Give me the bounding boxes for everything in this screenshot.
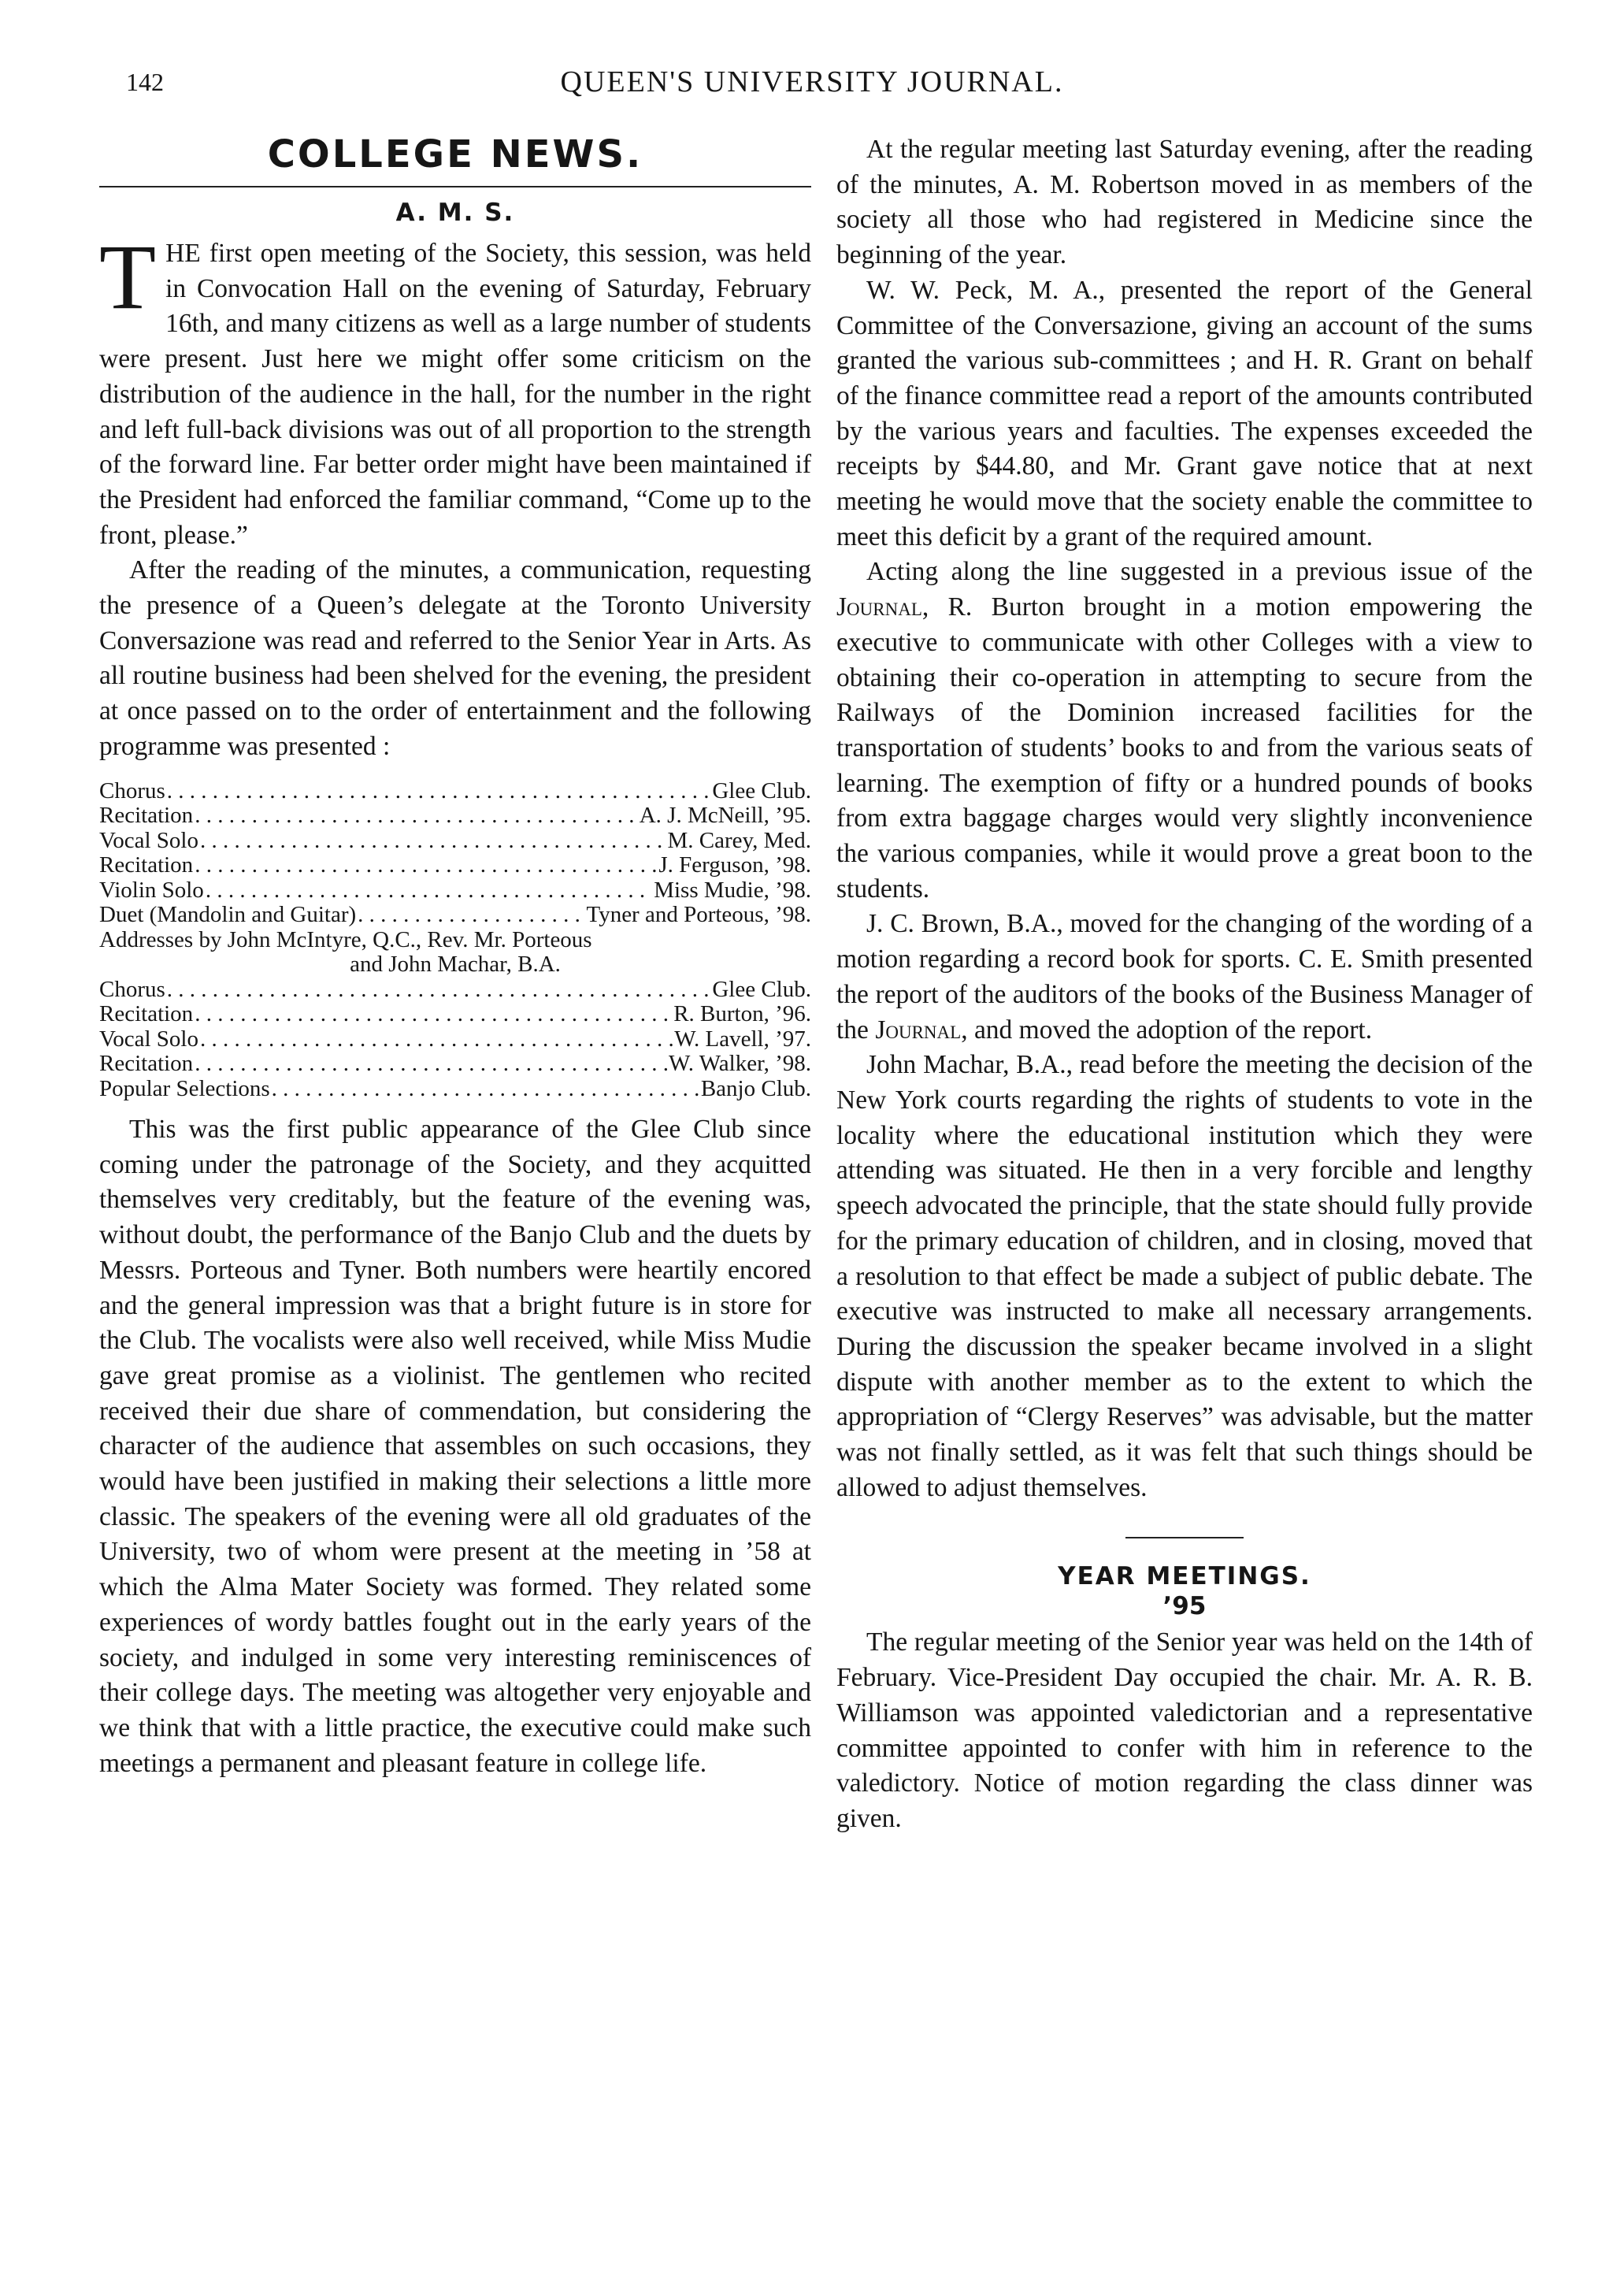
left-column: [99, 132, 811, 1781]
programme-addresses-cont: and John Machar, B.A.: [350, 952, 561, 978]
programme-performer: Banjo Club.: [700, 1076, 811, 1101]
paragraph: After the reading of the minutes, a communication, requesting the presence of a Queen’s delegate at the Toronto University Conversazione was read and referred to the Senior Year in Arts. As all routine business had been shelved for the evening, the president at once passed on to the order of entertainment and the following programme was presented :: [99, 555, 811, 761]
running-title: QUEEN'S UNIVERSITY JOURNAL.: [560, 65, 1064, 98]
programme-row: [99, 978, 811, 1003]
programme-performer: Miss Mudie, ’98.: [654, 878, 811, 903]
programme-performer: Tyner and Porteous, ’98.: [586, 903, 811, 928]
programme-item: Recitation: [99, 853, 194, 878]
programme-row: [99, 878, 811, 904]
drop-cap: T: [99, 225, 157, 328]
programme-item: Chorus: [99, 778, 165, 803]
paragraph: John Machar, B.A., read before the meeting the decision of the New York courts regarding the rights of students to vote in the locality where the educational institution which they were attending was situated. He then in a very forcible and lengthy speech advocated the principle, that the state should fully provide for the primary education of children, and in closing, moved that a resolution to that effect be made a subject of public debate. The executive was instructed to make all necessary arrangements. During the discussion the speaker became involved in a slight dispute with another member as to the extent to which the appropriation of “Clergy Reserves” was advisable, but the matter was not finally settled, as it was felt that such things should be allowed to adjust themselves.: [836, 1050, 1533, 1502]
year-subheading: ’95: [1162, 1592, 1207, 1621]
programme-performer: M. Carey, Med.: [667, 828, 811, 853]
title-rule: [99, 186, 811, 187]
leader-dots: [167, 779, 711, 804]
programme-row: [99, 1027, 811, 1052]
paragraph: The regular meeting of the Senior year was held on the 14th of February. Vice-President Day occupied the chair. Mr. A. R. B. Williamson was appointed valedictorian and a representative committee appointed to confer with him in reference to the valedictory. Notice of motion regarding the class dinner was given.: [836, 1627, 1533, 1833]
programme-row: [99, 853, 811, 878]
programme-list: [99, 779, 811, 1102]
programme-item: Violin Solo: [99, 878, 204, 903]
paragraph: W. W. Peck, M. A., presented the report of the General Committee of the Conversazione, giving an account of the sums granted the various sub-committees ; and H. R. Grant on behalf of the finance committee read a report of the amounts contributed by the various years and faculties. The expenses exceeded the receipts by $44.80, and Mr. Grant gave notice that at next meeting he would move that the society enable the committee to meet this deficit by a grant of the required amount.: [836, 275, 1533, 551]
leader-dots: [195, 803, 638, 829]
paragraph: This was the first public appearance of the Glee Club since coming under the patronage of the Society, and they acquitted themselves very creditably, but the feature of the evening was, without doubt, the performance of the Banjo Club and the duets by Messrs. Porteous and Tyner. Both numbers were heartily encored and the general impression was that a bright future is in store for the Club. The vocalists were also well received, while Miss Mudie gave great promise as a violinist. The gentlemen who recited received their due share of commendation, but considering the character of the audience that assembles on such occasions, they would have been justified in making their selections a little more classic. The speakers of the evening were all old graduates of the University, two of whom were present at the meeting in ’58 at which the Alma Mater Society was formed. They related some experiences of wordy battles fought out in the early years of the society, and indulged in some very interesting reminiscences of their college days. The meeting was altogether very enjoyable and we think that with a little practice, the executive could make such meetings a permanent and pleasant feature in college life.: [99, 1115, 811, 1778]
programme-addresses: Addresses by John McIntyre, Q.C., Rev. Mr. Porteous: [99, 926, 592, 952]
programme-performer: Glee Club.: [712, 977, 811, 1002]
programme-row: [99, 1052, 811, 1077]
paragraph-text: HE first open meeting of the Society, this session, was held in Convocation Hall on the evening of Saturday, February 16th, and many citizens as well as a large number of students were present. Just here we might offer some criticism on the distribution of the audience in the hall, for the number in the right and left full-back divisions was out of all proportion to the strength of the forward line. Far better order might have been maintained if the President had enforced the familiar command, “Come up to the front, please.”: [99, 239, 812, 550]
paragraph: At the regular meeting last Saturday evening, after the reading of the minutes, A. M. Robertson moved in as members of the society all those who had registered in Medicine since the beginning of the year.: [836, 135, 1533, 270]
paragraph: [99, 225, 812, 553]
programme-performer: W. Walker, ’98.: [669, 1052, 811, 1077]
leader-dots: [167, 978, 711, 1003]
leader-dots: [195, 853, 657, 878]
right-column: [836, 132, 1533, 1837]
programme-row: [99, 803, 811, 829]
leader-dots: [272, 1077, 699, 1102]
leader-dots: [200, 1027, 673, 1052]
programme-item: Duet (Mandolin and Guitar): [99, 903, 357, 928]
paragraph-text: , R. Burton brought in a motion empowering the executive to communicate with other Colleges with a view to obtaining their co-operation in attempting to secure from the Railways of the Dominion increased facilities for the transportation of students’ books to and from the various seats of learning. The exemption of fifty or a hundred pounds of books from extra baggage charges would very slightly inconvenience the various companies, while it would prove a great boon to the students.: [836, 592, 1533, 904]
programme-row: [99, 779, 811, 804]
programme-item: Recitation: [99, 1052, 194, 1077]
leader-dots: [195, 1052, 667, 1077]
programme-row: [99, 1077, 811, 1102]
programme-item: Vocal Solo: [99, 1026, 198, 1052]
programme-performer: J. Ferguson, ’98.: [658, 853, 811, 878]
leader-dots: [195, 1002, 672, 1027]
programme-performer: R. Burton, ’96.: [673, 1002, 811, 1027]
programme-item: Recitation: [99, 803, 194, 829]
programme-performer: W. Lavell, ’97.: [674, 1026, 811, 1052]
paragraph: [836, 555, 1533, 907]
section-divider: [1125, 1537, 1244, 1538]
programme-performer: A. J. McNeill, ’95.: [639, 803, 811, 829]
programme-row: [99, 829, 811, 854]
leader-dots: [206, 878, 652, 904]
programme-performer: Glee Club.: [712, 778, 811, 803]
programme-item: Recitation: [99, 1002, 194, 1027]
page-number: 142: [126, 68, 164, 96]
programme-row: [99, 1002, 811, 1027]
programme-item: Popular Selections: [99, 1076, 270, 1101]
paragraph-text: , and moved the adoption of the report.: [961, 1015, 1373, 1045]
leader-dots: [358, 903, 584, 928]
year-meetings-heading: YEAR MEETINGS.: [1058, 1562, 1311, 1591]
leader-dots: [200, 829, 666, 854]
paragraph: [836, 907, 1533, 1048]
programme-item: Vocal Solo: [99, 828, 198, 853]
paragraph-text: J. C. Brown, B.A., moved for the changing of the wording of a motion regarding a record book for sports. C. E. Smith presented the report of the auditors of the books of the Business Manager of the: [836, 909, 1533, 1045]
journal-name: Journal: [875, 1015, 962, 1045]
journal-name: Journal: [836, 592, 922, 622]
programme-item: Chorus: [99, 977, 165, 1002]
subhead-ams: A. M. S.: [395, 199, 515, 227]
programme-row: [99, 903, 811, 928]
section-title: COLLEGE NEWS.: [267, 132, 643, 176]
paragraph-text: Acting along the line suggested in a previous issue of the: [866, 557, 1533, 587]
